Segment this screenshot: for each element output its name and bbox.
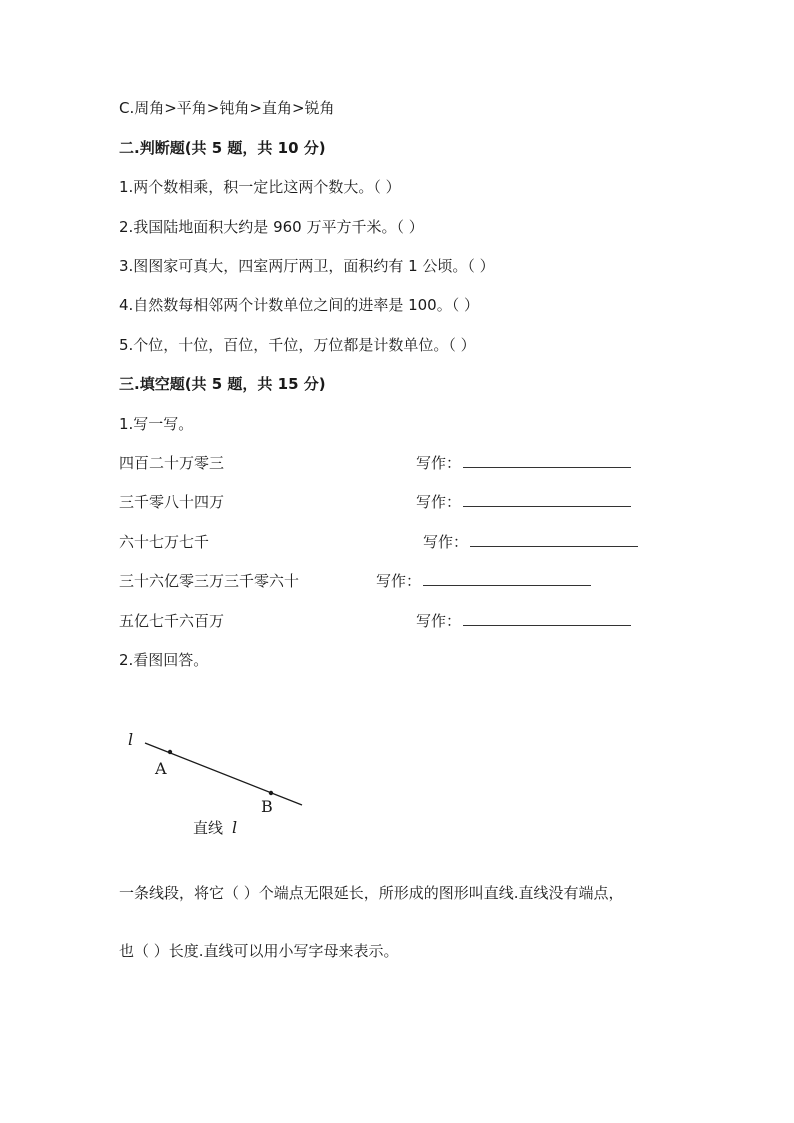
line-label-l: l bbox=[128, 730, 134, 749]
question-2-text-line-2: 也（ ）长度.直线可以用小写字母来表示。 bbox=[119, 942, 399, 960]
write-prefix: 写作： bbox=[416, 612, 462, 630]
write-answer-3 bbox=[423, 531, 638, 552]
line-figure bbox=[118, 720, 318, 845]
figure-caption: 直线 bbox=[193, 819, 224, 837]
number-words-row-4: 三十六亿零三万三千零六十 bbox=[119, 572, 300, 590]
answer-blank-4[interactable] bbox=[423, 571, 591, 586]
write-answer-1 bbox=[416, 452, 631, 473]
write-prefix: 写作： bbox=[376, 572, 422, 590]
section-3-title: 三.填空题(共 5 题，共 15 分) bbox=[119, 375, 326, 393]
question-2-text-line-1: 一条线段，将它（ ）个端点无限延长，所形成的图形叫直线.直线没有端点， bbox=[119, 884, 624, 902]
judgment-item-3: 3.图图家可真大，四室两厅两卫，面积约有 1 公顷。（ ） bbox=[119, 257, 495, 275]
answer-blank-1[interactable] bbox=[463, 453, 631, 468]
point-b-dot bbox=[269, 791, 273, 795]
write-prefix: 写作： bbox=[416, 493, 462, 511]
answer-blank-3[interactable] bbox=[470, 532, 638, 547]
judgment-item-2: 2.我国陆地面积大约是 960 万平方千米。（ ） bbox=[119, 218, 424, 236]
judgment-item-1: 1.两个数相乘，积一定比这两个数大。（ ） bbox=[119, 178, 401, 196]
number-words-row-5: 五亿七千六百万 bbox=[119, 612, 225, 630]
figure-caption-var: l bbox=[232, 818, 238, 837]
number-words-row-2: 三千零八十四万 bbox=[119, 493, 225, 511]
number-words-row-1: 四百二十万零三 bbox=[119, 454, 225, 472]
write-prefix: 写作： bbox=[423, 533, 469, 551]
write-prefix: 写作： bbox=[416, 454, 462, 472]
choice-option-c: C.周角>平角>钝角>直角>锐角 bbox=[119, 99, 335, 117]
write-answer-5 bbox=[416, 610, 631, 631]
question-2-label: 2.看图回答。 bbox=[119, 651, 209, 669]
judgment-item-5: 5.个位，十位，百位，千位，万位都是计数单位。（ ） bbox=[119, 336, 476, 354]
section-2-title: 二.判断题(共 5 题，共 10 分) bbox=[119, 139, 326, 157]
question-1-label: 1.写一写。 bbox=[119, 415, 194, 433]
write-answer-2 bbox=[416, 491, 631, 512]
answer-blank-2[interactable] bbox=[463, 492, 631, 507]
point-b-label: B bbox=[261, 797, 273, 816]
answer-blank-5[interactable] bbox=[463, 611, 631, 626]
write-answer-4 bbox=[376, 570, 591, 591]
judgment-item-4: 4.自然数每相邻两个计数单位之间的进率是 100。（ ） bbox=[119, 296, 479, 314]
point-a-label: A bbox=[155, 759, 167, 778]
number-words-row-3: 六十七万七千 bbox=[119, 533, 210, 551]
point-a-dot bbox=[168, 750, 172, 754]
